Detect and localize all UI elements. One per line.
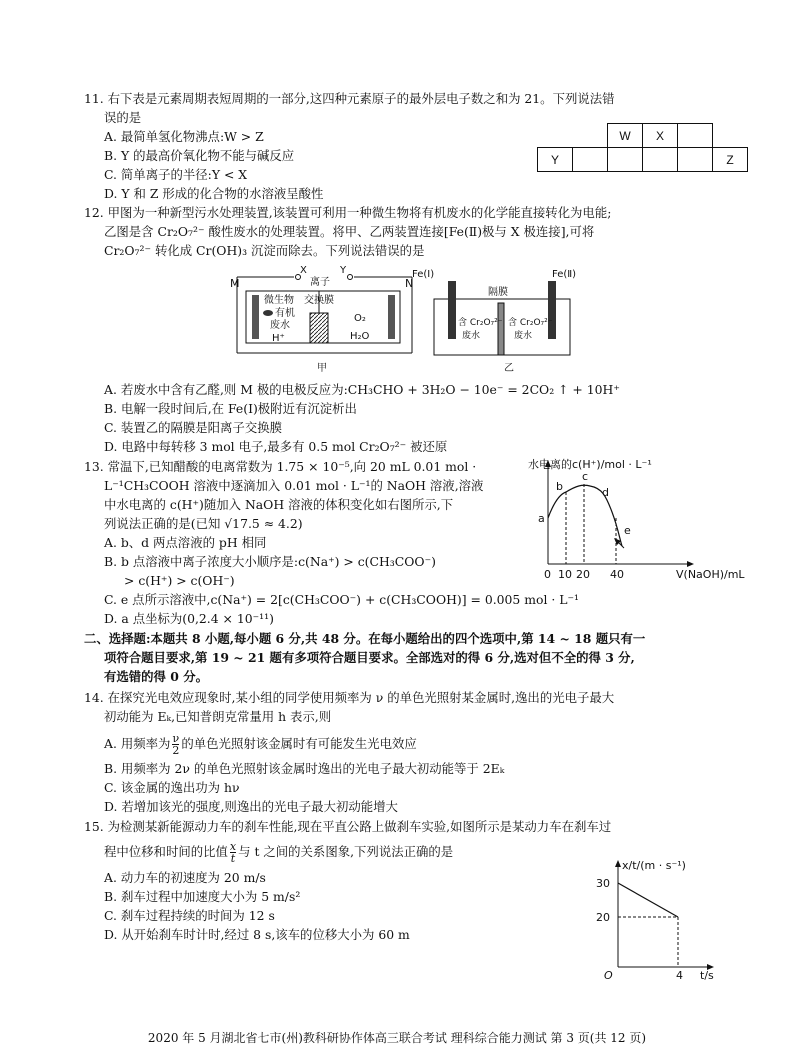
tick-4: 4 xyxy=(676,969,683,982)
q14-stem: 14. 在探究光电效应现象时,某小组的同学使用频率为 ν 的单色光照射某金属时,逸出的光电子最大 xyxy=(84,690,615,705)
q15-option-d: D. 从开始刹车时计时,经过 8 s,该车的位移大小为 60 m xyxy=(104,927,410,942)
label-n: N xyxy=(405,277,414,290)
q12-option-a: A. 若废水中含有乙醛,则 M 极的电极反应为:CH₃CHO + 3H₂O − 10e⁻ = 2CO₂ ↑ + 10H⁺ xyxy=(104,382,620,397)
q11-option-b: B. Y 的最高价氧化物不能与碱反应 xyxy=(104,148,295,163)
hplus-label: H⁺ xyxy=(272,333,285,344)
electrode-fe1 xyxy=(448,281,456,339)
cell-y: Y xyxy=(538,148,573,172)
q13-graph xyxy=(520,456,745,581)
x-axis-label: t/s xyxy=(700,969,714,982)
q12-option-c: C. 装置乙的隔膜是阳离子交换膜 xyxy=(104,420,282,435)
cell-z: Z xyxy=(713,148,748,172)
q11-option-c: C. 简单离子的半径:Y < X xyxy=(104,167,248,182)
q15-graph xyxy=(590,855,720,980)
cell-w: W xyxy=(608,124,643,148)
page-footer: 2020 年 5 月湖北省七市(州)教科研协作体高三联合考试 理科综合能力测试 第 3 页(共 12 页) xyxy=(147,1031,647,1045)
fe1-label: Fe(Ⅰ) xyxy=(412,269,435,280)
q13-stem: 13. 常温下,已知醋酸的电离常数为 1.75 × 10⁻⁵,向 20 mL 0.01 mol · xyxy=(84,459,477,474)
q15-option-c: C. 刹车过程持续的时间为 12 s xyxy=(104,908,275,923)
electrode-m xyxy=(252,295,259,339)
section2-header-2: 项符合题目要求,第 19 ~ 21 题有多项符合题目要求。全部选对的得 6 分,选对但不全的得 3 分, xyxy=(104,650,635,665)
q14-option-a: A. 用频率为 $\frac{\nu}{2}$ 的单色光照射该金属时有可能发生光电效应 xyxy=(104,732,417,757)
section2-header-3: 有选错的得 0 分。 xyxy=(104,669,208,684)
waste2-label-b: 废水 xyxy=(514,331,533,341)
q13-option-a: A. b、d 两点溶液的 pH 相同 xyxy=(104,535,267,550)
q13-option-b-cont: > c(H⁺) > c(OH⁻) xyxy=(124,573,235,588)
q12-stem-cont2: Cr₂O₇²⁻ 转化成 Cr(OH)₃ 沉淀而除去。下列说法错误的是 xyxy=(104,243,425,258)
separator xyxy=(498,303,504,355)
section2-header: 二、选择题:本题共 8 小题,每小题 6 分,共 48 分。在每小题给出的四个选项中,第 14 ~ 18 题只有一 xyxy=(84,631,646,646)
ion-exchange-membrane xyxy=(310,313,328,343)
fraction-nu-over-2: $\frac{\nu}{2}$ xyxy=(172,732,180,757)
fe2-label: Fe(Ⅱ) xyxy=(552,269,577,280)
tick-30: 30 xyxy=(596,877,610,890)
xt-line xyxy=(618,883,678,917)
label-m: M xyxy=(230,277,240,290)
cell-x: X xyxy=(643,124,678,148)
point-c: c xyxy=(582,470,589,483)
q13-stem-4: 列说法正确的是(已知 √17.5 ≈ 4.2) xyxy=(104,516,303,531)
origin-label: O xyxy=(604,969,613,982)
q15-option-a: A. 动力车的初速度为 20 m/s xyxy=(104,870,266,885)
q13-stem-2: L⁻¹CH₃COOH 溶液中逐滴加入 0.01 mol · L⁻¹的 NaOH 溶液,溶液 xyxy=(104,478,484,493)
q14-option-c: C. 该金属的逸出功为 hν xyxy=(104,780,240,795)
q14-option-d: D. 若增加该光的强度,则逸出的光电子最大初动能增大 xyxy=(104,799,398,814)
q14-option-b: B. 用频率为 2ν 的单色光照射该金属时逸出的光电子最大初动能等于 2Eₖ xyxy=(104,761,505,776)
fraction-x-over-t: $\frac{x}{t}$ xyxy=(229,840,237,865)
periodic-table-fragment xyxy=(537,123,748,172)
ch-curve xyxy=(548,485,622,546)
q14-stem-2: 初动能为 Eₖ,已知普朗克常量用 h 表示,则 xyxy=(104,709,332,724)
q11-option-d: D. Y 和 Z 形成的化合物的水溶液呈酸性 xyxy=(104,186,324,201)
q15-stem-2: 程中位移和时间的比值 $\frac{x}{t}$ 与 t 之间的关系图象,下列说法正确的是 xyxy=(104,840,454,865)
tick-40: 40 xyxy=(610,568,624,581)
q15-stem: 15. 为检测某新能源动力车的刹车性能,现在平直公路上做刹车实验,如图所示是某动力车在刹车过 xyxy=(84,819,612,834)
point-a: a xyxy=(538,512,545,525)
q12-option-d: D. 电路中每转移 3 mol 电子,最多有 0.5 mol Cr₂O₇²⁻ 被还原 xyxy=(104,439,448,454)
waste1-label: 含 Cr₂O₇²⁻ xyxy=(458,318,503,328)
q11-option-a: A. 最简单氢化物沸点:W > Z xyxy=(104,129,264,144)
terminal-y-label: Y xyxy=(340,265,347,276)
h2o-label: H₂O xyxy=(350,331,370,342)
q13-option-b: B. b 点溶液中离子浓度大小顺序是:c(Na⁺) > c(CH₃COO⁻) xyxy=(104,554,436,569)
tick-0: 0 xyxy=(544,568,551,581)
y-axis-label: 水电离的c(H⁺)/mol · L⁻¹ xyxy=(528,458,652,471)
point-b: b xyxy=(556,480,563,493)
figure-yi-label: 乙 xyxy=(504,363,514,374)
q12-stem-cont: 乙图是含 Cr₂O₇²⁻ 酸性废水的处理装置。将甲、乙两装置连接[Fe(Ⅱ)极与 X 极连接],可将 xyxy=(104,224,595,239)
tick-10: 10 xyxy=(558,568,572,581)
membrane-label-2: 交换膜 xyxy=(304,295,334,306)
electrode-n xyxy=(388,295,395,339)
q13-stem-3: 中水电离的 c(H⁺)随加入 NaOH 溶液的体积变化如右图所示,下 xyxy=(104,497,454,512)
figure-jia-label: 甲 xyxy=(317,363,327,374)
wastewater-label: 废水 xyxy=(270,320,290,331)
x-axis-label: V(NaOH)/mL xyxy=(676,568,745,581)
organic-label: 有机 xyxy=(275,308,295,319)
q15-option-b: B. 刹车过程中加速度大小为 5 m/s² xyxy=(104,889,301,904)
electrode-fe2 xyxy=(548,281,556,339)
waste1-label-b: 废水 xyxy=(462,331,481,341)
q11-stem-cont: 误的是 xyxy=(104,110,142,125)
o2-label: O₂ xyxy=(354,313,366,324)
q11-stem: 11. 右下表是元素周期表短周期的一部分,这四种元素原子的最外层电子数之和为 21。下列说法错 xyxy=(84,91,615,106)
tick-20: 20 xyxy=(596,911,610,924)
point-e: e xyxy=(624,524,631,537)
q13-option-c: C. e 点所示溶液中,c(Na⁺) = 2[c(CH₃COO⁻) + c(CH₃COOH)] = 0.005 mol · L⁻¹ xyxy=(104,592,579,607)
waste2-label: 含 Cr₂O₇²⁻ xyxy=(508,318,553,328)
q12-stem: 12. 甲图为一种新型污水处理装置,该装置可利用一种微生物将有机废水的化学能直接转化为电能; xyxy=(84,205,612,220)
tick-20: 20 xyxy=(576,568,590,581)
q12-option-b: B. 电解一段时间后,在 Fe(Ⅰ)极附近有沉淀析出 xyxy=(104,401,357,416)
microbe-label: 微生物 xyxy=(264,295,294,306)
q13-option-d: D. a 点坐标为(0,2.4 × 10⁻¹¹) xyxy=(104,611,274,626)
terminal-x-label: X xyxy=(300,265,307,276)
membrane-label-1: 离子 xyxy=(310,277,330,288)
y-axis-label: x/t/(m · s⁻¹) xyxy=(622,859,686,872)
separator-label: 隔膜 xyxy=(488,287,508,298)
point-d: d xyxy=(602,486,609,499)
q12-figure xyxy=(222,263,582,378)
